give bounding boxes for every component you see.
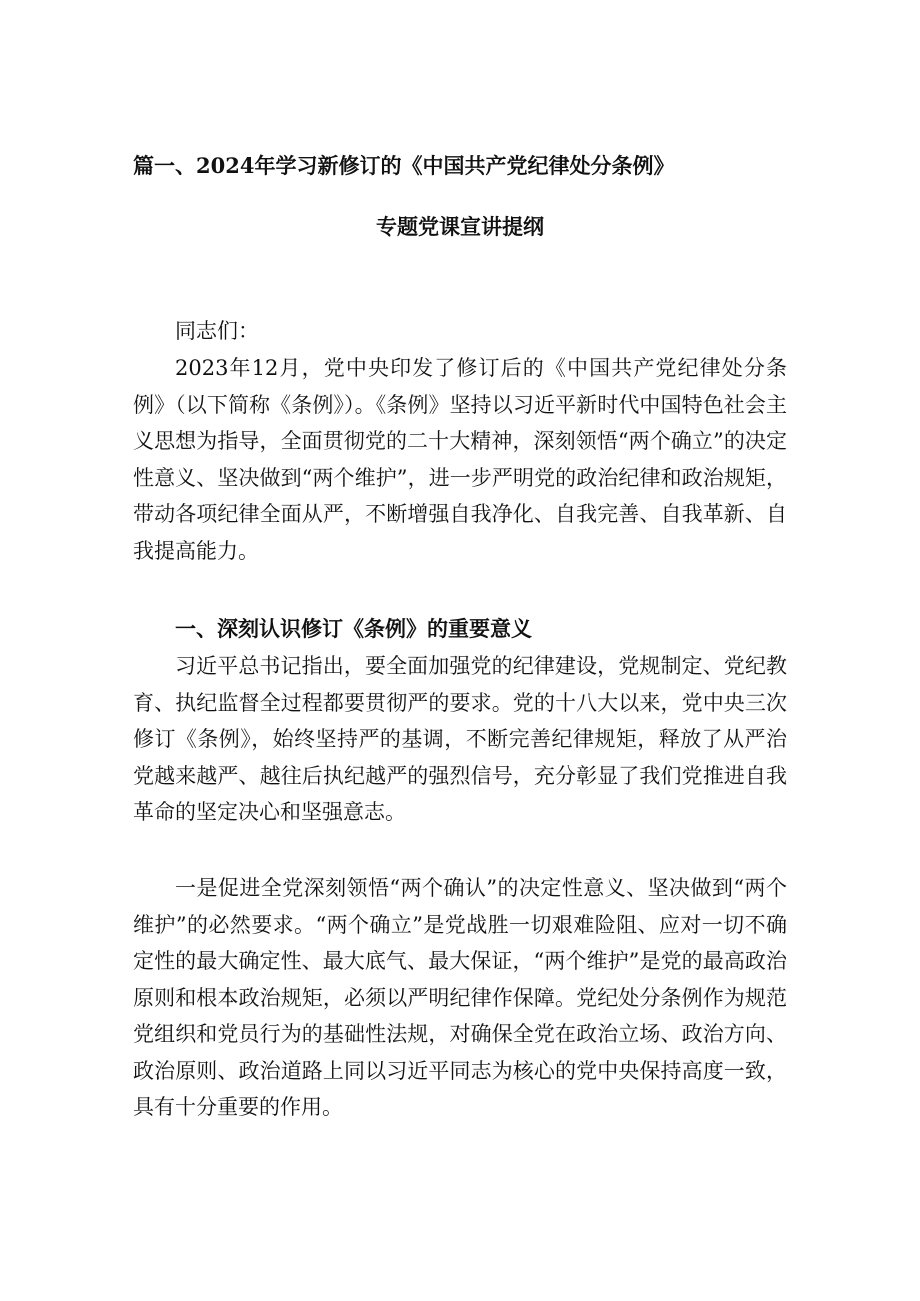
paragraph-point-one: 一是促进全党深刻领悟“两个确认”的决定性意义、坚决做到“两个维护”的必然要求。“两个确立”是党战胜一切艰难险阻、应对一切不确定性的最大确定性、最大底气、最大保证，“两个维护”是党的最高政治原则和根本政治规矩，必须以严明纪律作保障。党纪处分条例作为规范党组织和党员行为的基础性法规，对确保全党在政治立场、政治方向、政治原则、政治道路上同以习近平同志为核心的党中央保持高度一致，具有十分重要的作用。 [133, 876, 787, 1119]
section-heading-1: 一、深刻认识修订《条例》的重要意义 [175, 616, 532, 641]
document-title-line2: 专题党课宣讲提纲 [376, 214, 544, 239]
salutation: 同志们： [175, 319, 259, 343]
document-title-line1: 篇一、2024年学习新修订的《中国共产党纪律处分条例》 [133, 153, 675, 178]
paragraph-intro: 2023年12月，党中央印发了修订后的《中国共产党纪律处分条例》（以下简称《条例》）。《条例》坚持以习近平新时代中国特色社会主义思想为指导，全面贯彻党的二十大精神，深刻领悟“两个确立”的决定性意义、坚决做到“两个维护”，进一步严明党的政治纪律和政治规矩，带动各项纪律全面从严，不断增强自我净化、自我完善、自我革新、自我提高能力。 [133, 356, 787, 563]
paragraph-significance: 习近平总书记指出，要全面加强党的纪律建设，党规制定、党纪教育、执纪监督全过程都要贯彻严的要求。党的十八大以来，党中央三次修订《条例》，始终坚持严的基调，不断完善纪律规矩，释放了从严治党越来越严、越往后执纪越严的强烈信号，充分彰显了我们党推进自我革命的坚定决心和坚强意志。 [133, 654, 787, 824]
